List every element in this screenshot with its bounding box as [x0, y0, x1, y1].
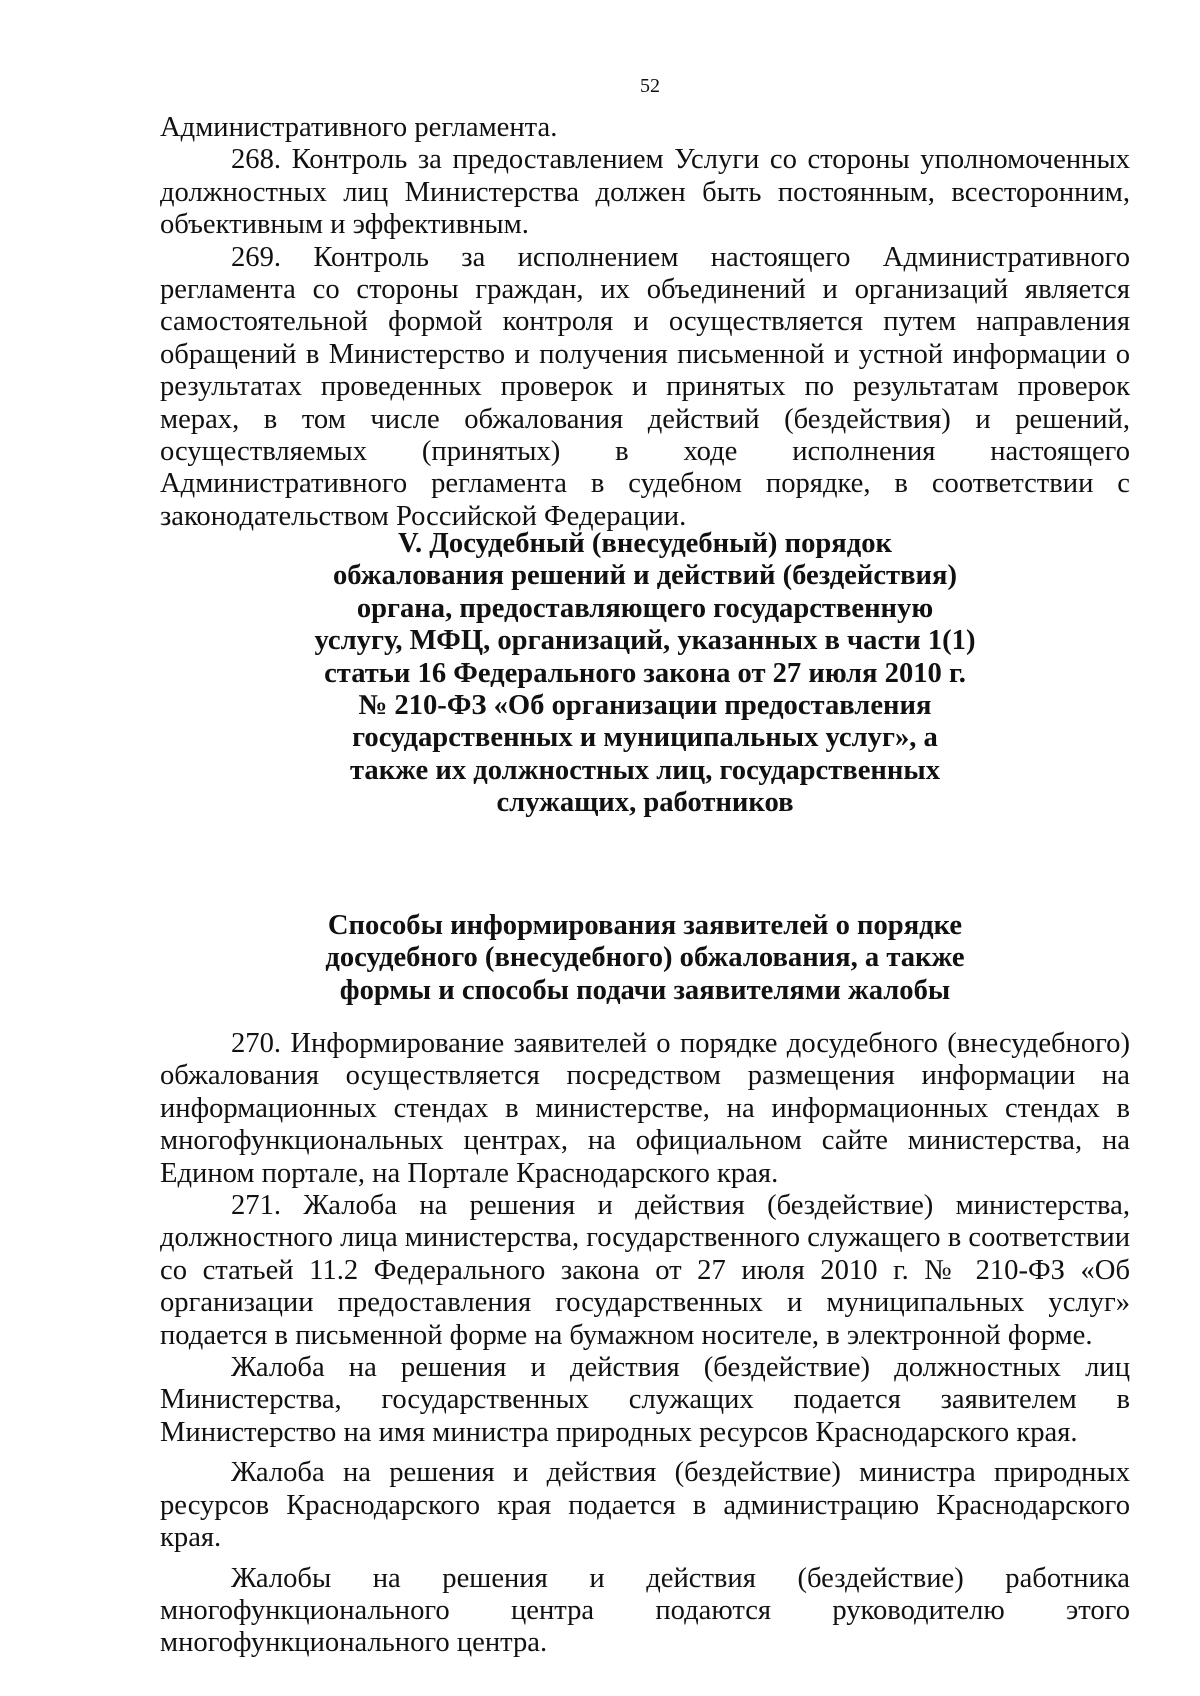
paragraph-continuation: Административного регламента. [160, 112, 558, 143]
section-heading [160, 528, 1130, 820]
paragraph-269: 269. Контроль за исполнением настоящего Административного регламента со стороны граждан, их объединений и организаций является самостоятельной формой контроля и осуществляется путем направления обращений в Министерство и получения письменной и устной информации о результатах проведенных проверок и принятых по результатам проверок мерах, в том числе обжалования действий (бездействия) и решений, осуществляемых (принятых) в ходе исполнения настоящего Административного регламента в судебном порядке, в соответствии с законодательством Российской Федерации. [160, 241, 1130, 532]
paragraph-complaint-mfc: Жалобы на решения и действия (бездействие) работника многофункционального центра подаются руководителю этого многофункционального центра. [160, 1562, 1130, 1659]
page-number: 52 [640, 75, 660, 97]
body-text-top [160, 112, 1130, 533]
paragraph-complaint-officials: Жалоба на решения и действия (бездействие) должностных лиц Министерства, государственных служащих подается заявителем в Министерство на имя министра природных ресурсов Краснодарского края. [160, 1352, 1130, 1448]
section-heading-line: обжалования решений и действий (бездействия) [332, 560, 957, 592]
paragraph-complaint-minister: Жалоба на решения и действия (бездействие) министра природных ресурсов Краснодарского края подается в администрацию Краснодарского края. [160, 1457, 1130, 1554]
section-heading-line: статьи 16 Федерального закона от 27 июля 2010 г. [324, 657, 966, 689]
paragraph-270: 270. Информирование заявителей о порядке досудебного (внесудебного) обжалования осуществляется посредством размещения информации на информационных стендах в министерстве, на информационных стендах в многофункциональных центрах, на официальном сайте министерства, на Едином портале, на Портале Краснодарского края. [160, 1028, 1130, 1189]
section-heading-line: служащих, работников [496, 787, 794, 819]
paragraph-271: 271. Жалоба на решения и действия (бездействие) министерства, должностного лица министерства, государственного служащего в соответствии со статьей 11.2 Федерального закона от 27 июля 2010 г. № 210-ФЗ «Об организации предоставления государственных и муниципальных услуг» подается в письменной форме на бумажном носителе, в электронной форме. [160, 1190, 1130, 1351]
section-heading-line: также их должностных лиц, государственных [350, 754, 940, 786]
subsection-heading [160, 910, 1130, 1007]
section-heading-line: государственных и муниципальных услуг», а [352, 722, 938, 754]
section-heading-line: органа, предоставляющего государственную [356, 592, 934, 624]
section-heading-line: услугу, МФЦ, организаций, указанных в части 1(1) [314, 625, 976, 657]
body-text-bottom [160, 1028, 1130, 1660]
subsection-heading-line: формы и способы подачи заявителями жалобы [339, 974, 951, 1006]
paragraph-268: 268. Контроль за предоставлением Услуги со стороны уполномоченных должностных лиц Министерства должен быть постоянным, всесторонним, объективным и эффективным. [160, 144, 1130, 241]
subsection-heading-line: Способы информирования заявителей о порядке [327, 910, 963, 941]
section-heading-line: № 210-ФЗ «Об организации предоставления [358, 690, 932, 722]
subsection-heading-line: досудебного (внесудебного) обжалования, а также [325, 942, 965, 974]
section-heading-line: V. Досудебный (внесудебный) порядок [398, 528, 892, 559]
